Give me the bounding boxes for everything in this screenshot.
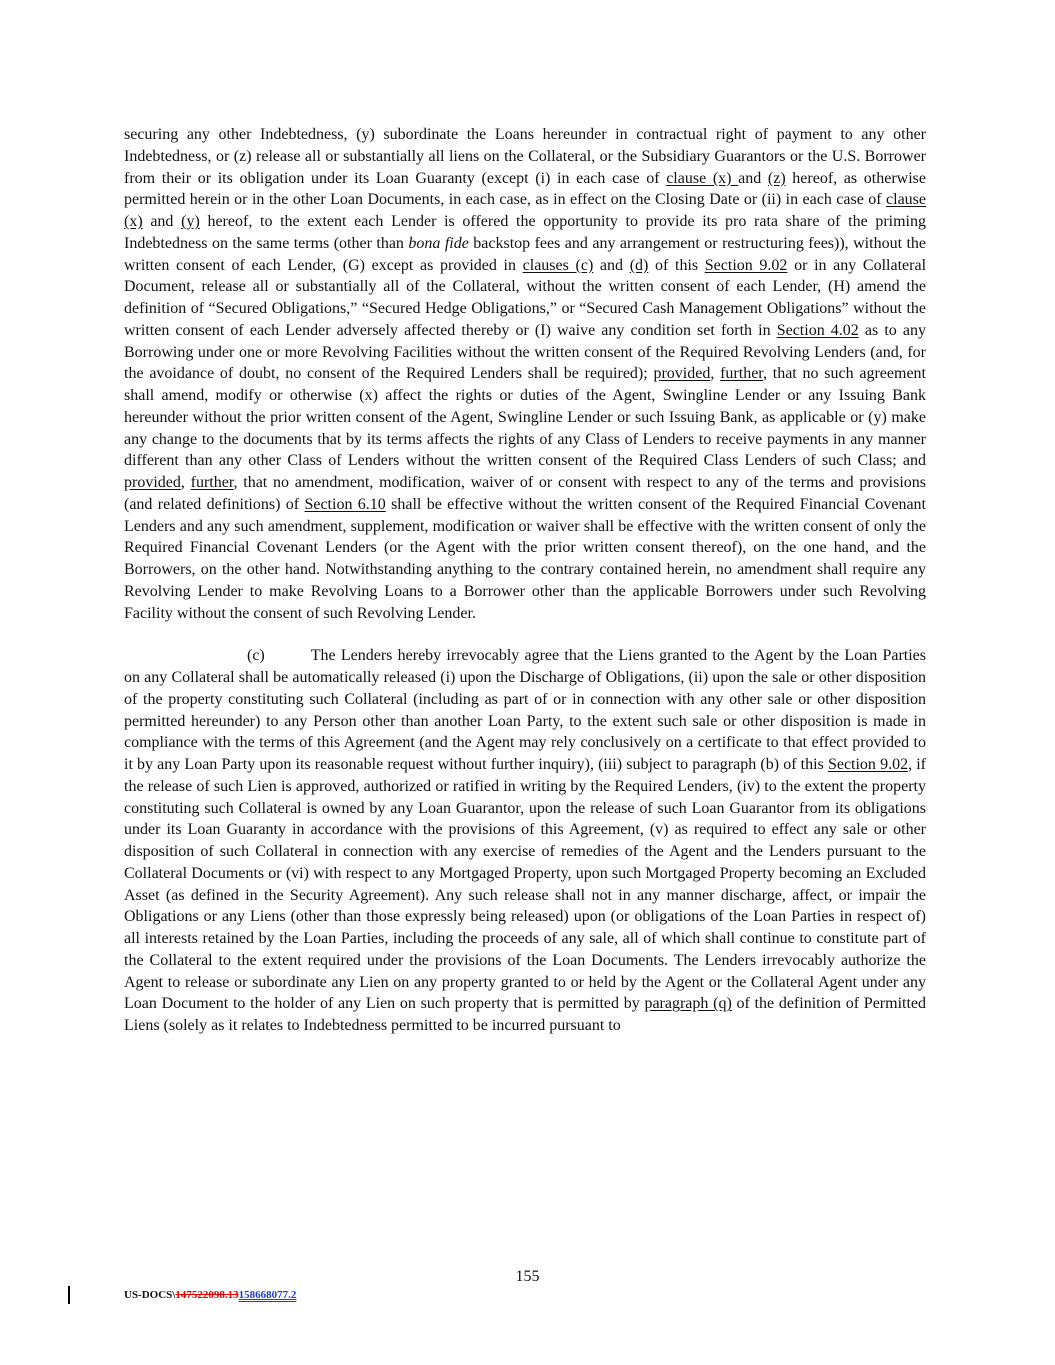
paragraph-b-continued: securing any other Indebtedness, (y) subordinate the Loans hereunder in contractual right of payment to any other Indebtedness, or (z) release all or substantially all liens on the Collateral, or the Subsidiary Guarantors or the U.S. Borrower from their or its obligation under its Loan Guaranty (except (i) in each case of clause (x) and (z) hereof, as otherwise permitted herein or in the other Loan Documents, in each case, as in effect on the Closing Date or (ii) in each case of clause (x) and (y) hereof, to the extent each Lender is offered the opportunity to provide its pro rata share of the priming Indebtedness on the same terms (other than bona fide backstop fees and any arrangement or restructuring fees)), without the written consent of each Lender, (G) except as provided in clauses (c) and (d) of this Section 9.02 or in any Collateral Document, release all or substantially all of the Collateral, without the written consent of each Lender, (H) amend the definition of “Secured Obligations,” “Secured Hedge Obligations,” or “Secured Cash Management Obligations” without the written consent of each Lender adversely affected thereby or (I) waive any condition set forth in Section 4.02 as to any Borrowing under one or more Revolving Facilities without the written consent of the Required Revolving Lenders (and, for the avoidance of doubt, no consent of the Required Lenders shall be required); provided, further, that no such agreement shall amend, modify or otherwise (x) affect the rights or duties of the Agent, Swingline Lender or any Issuing Bank hereunder without the prior written consent of the Agent, Swingline Lender or such Issuing Bank, as applicable or (y) make any change to the documents that by its terms affects the rights of any Class of Lenders to receive payments in any manner different than any other Class of Lenders without the written consent of the Required Class Lenders of such Class; and provided, further, that no amendment, modification, waiver of or consent with respect to any of the terms and provisions (and related definitions) of Section 6.10 shall be effective without the written consent of the Required Financial Covenant Lenders and any such amendment, supplement, modification or waiver shall be effective with the written consent of only the Required Financial Covenant Lenders (or the Agent with the prior written consent thereof), on the one hand, and the Borrowers, on the other hand. Notwithstanding anything to the contrary contained herein, no amendment shall require any Revolving Lender to make Revolving Loans to a Borrower other than the applicable Borrowers under such Revolving Facility without the consent of such Revolving Lender.	[124, 126, 927, 622]
paragraph-label: (c)	[247, 647, 265, 665]
cross-reference: paragraph (q)	[644, 995, 732, 1013]
revision-change-bar	[68, 1286, 70, 1304]
cross-reference: Section 9.02	[827, 756, 909, 773]
cross-reference: (d)	[629, 256, 649, 274]
proviso-term: further	[720, 365, 763, 383]
italic-term: bona fide	[408, 234, 469, 252]
document-id: US-DOCS\147522098.13158668077.2	[124, 1289, 297, 1301]
body-text	[124, 124, 926, 1037]
deleted-doc-number: 147522098.13	[175, 1289, 239, 1301]
cross-reference: Section 6.10	[304, 495, 386, 513]
page-number: 155	[515, 1268, 540, 1285]
cross-reference: Section 9.02	[704, 256, 788, 274]
cross-reference: Section 4.02	[776, 321, 859, 339]
cross-reference: (z)	[767, 169, 786, 187]
cross-reference: clause (x)	[666, 169, 739, 187]
cross-reference: (y)	[181, 213, 200, 230]
cross-reference: clauses (c)	[522, 256, 594, 274]
cross-reference: clause (x)	[124, 191, 926, 230]
paragraph-c: (c) The Lenders hereby irrevocably agree that the Liens granted to the Agent by the Loan Parties on any Collateral shall be automatically released (i) upon the Discharge of Obligations, (ii) upon the sale or other disposition of the property constituting such Collateral (including as part of or in connection with any other sale or other disposition permitted hereunder) to any Person other than another Loan Party, to the extent such sale or other disposition is made in compliance with the terms of this Agreement (and the Agent may rely conclusively on a certificate to that effect provided to it by any Loan Party upon its reasonable request without further inquiry), (iii) subject to paragraph (b) of this Section 9.02, if the release of such Lien is approved, authorized or ratified in writing by the Required Lenders, (iv) to the extent the property constituting such Collateral is owned by any Loan Guarantor, upon the release of such Loan Guarantor from its obligations under its Loan Guaranty in accordance with the provisions of this Agreement, (v) as required to effect any sale or other disposition of such Collateral in connection with any exercise of remedies of the Agent and the Lenders pursuant to the Collateral Documents or (vi) with respect to any Mortgaged Property, upon such Mortgaged Property becoming an Excluded Asset (as defined in the Security Agreement). Any such release shall not in any manner discharge, affect, or impair the Obligations or any Liens (other than those expressly being released) upon (or obligations of the Loan Parties in respect of) all interests retained by the Loan Parties, including the proceeds of any sale, all of which shall continue to constitute part of the Collateral to the extent required under the provisions of the Loan Documents. The Lenders irrevocably authorize the Agent to release or subordinate any Lien on any property granted to or held by the Agent or the Collateral Agent under any Loan Document to the holder of any Lien on such property that is permitted by paragraph (q) of the definition of Permitted Liens (solely as it relates to Indebtedness permitted to be incurred pursuant to	[124, 647, 926, 1034]
inserted-doc-number: 158668077.2	[238, 1289, 297, 1301]
proviso-term: provided	[124, 474, 181, 491]
proviso-term: further	[190, 474, 234, 491]
proviso-term: provided	[653, 365, 711, 383]
